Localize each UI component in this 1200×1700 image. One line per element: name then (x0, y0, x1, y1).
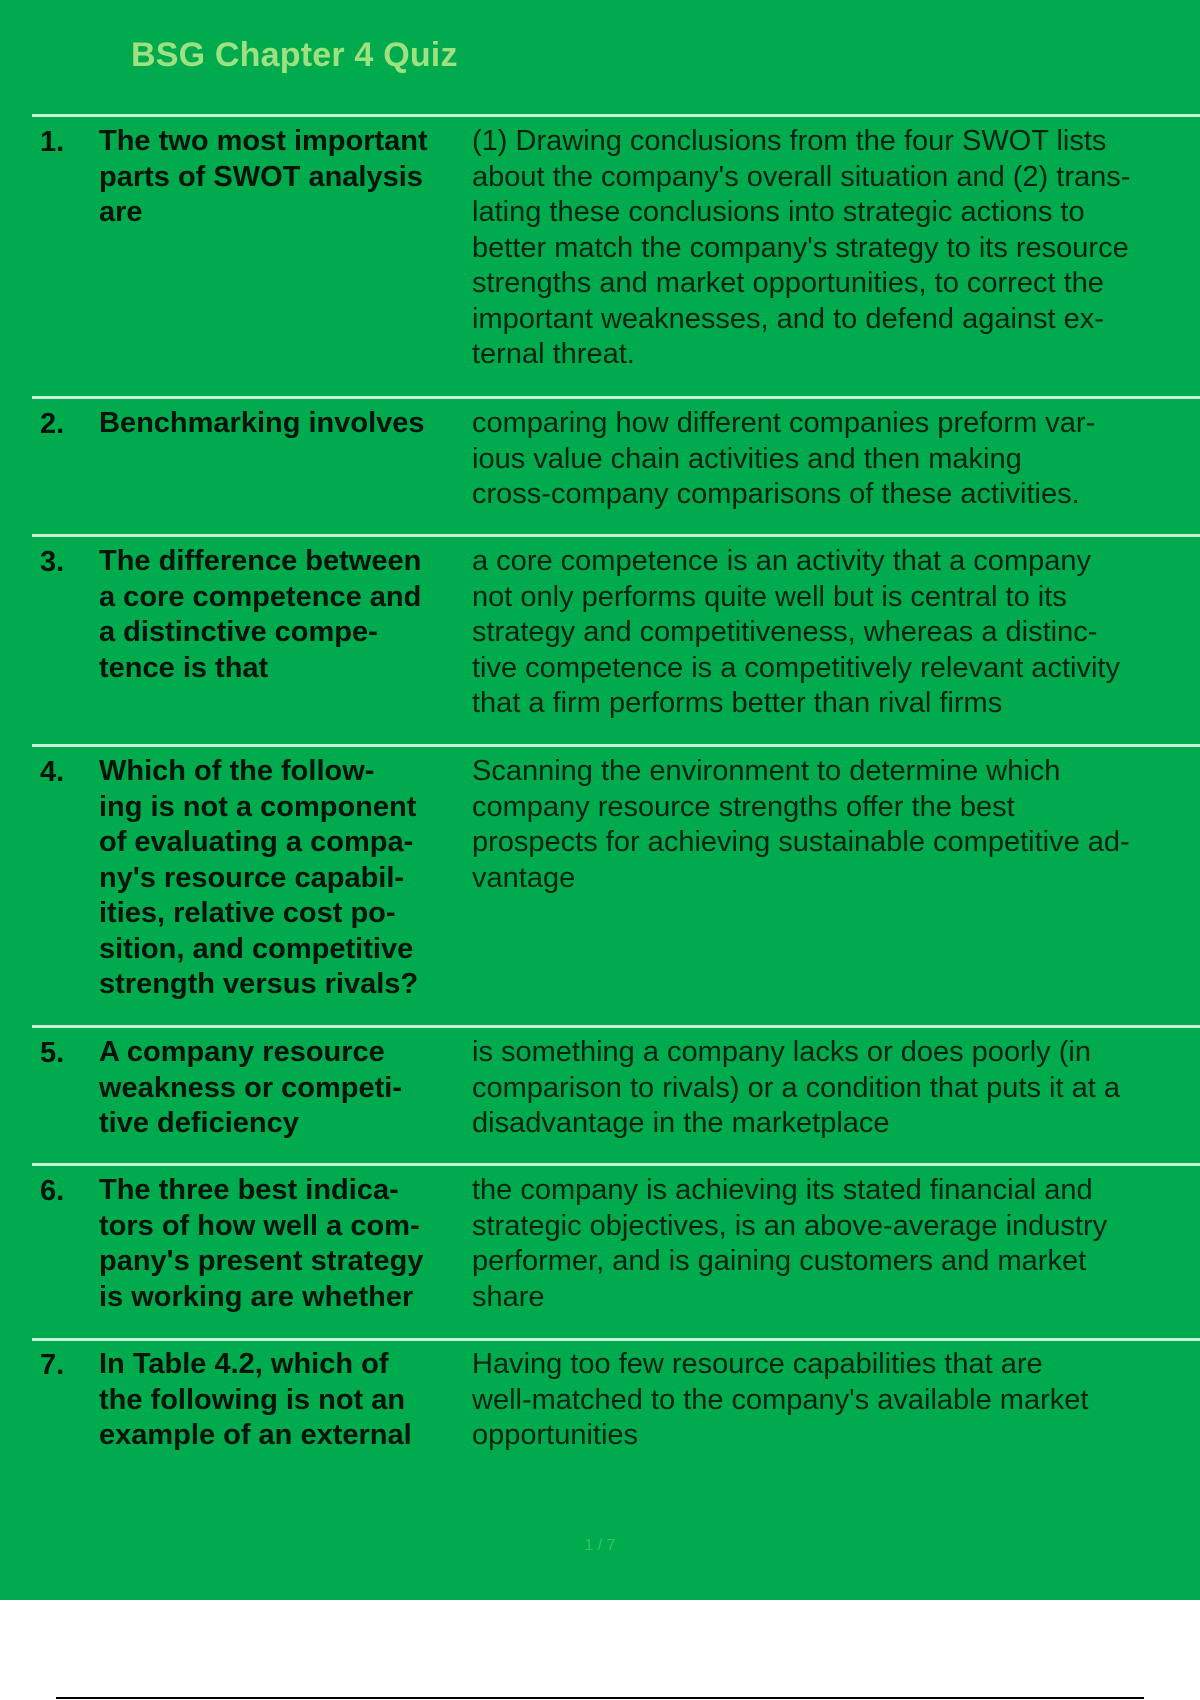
card-term: A company resource weakness or competi- tive deficiency (99, 1036, 402, 1139)
card-term: Which of the follow- ing is not a component of evaluating a compa- ny's resource capabil- ities, relative cost po- sition, and competitive strength versus rivals? (99, 755, 419, 1000)
card-term: In Table 4.2, which of the following is not an example of an external (99, 1348, 412, 1451)
card-number: 4. (40, 756, 65, 788)
document-title: BSG Chapter 4 Quiz (131, 36, 458, 74)
card-number: 7. (40, 1349, 65, 1381)
card-definition: is something a company lacks or does poorly (in comparison to rivals) or a condition that puts it at a disadvantage in the marketplace (472, 1036, 1120, 1139)
card-definition: comparing how different companies preform var- ious value chain activities and then making cross-company comparisons of these activities. (472, 407, 1096, 510)
card-definition: a core competence is an activity that a company not only performs quite well but is central to its strategy and competitiveness, whereas a distinc- tive competence is a competitively relevant activity that a firm performs better than rival firms (472, 545, 1120, 719)
card-number: 2. (40, 408, 65, 440)
divider (32, 396, 1200, 399)
card-number: 3. (40, 546, 65, 578)
divider (32, 1338, 1200, 1341)
card-term: The two most important parts of SWOT analysis are (99, 125, 428, 228)
card-definition: Having too few resource capabilities that are well-matched to the company's available market opportunities (472, 1348, 1089, 1451)
card-number: 5. (40, 1037, 65, 1069)
card-definition: Scanning the environment to determine which company resource strengths offer the best prospects for achieving sustainable competitive ad- vantage (472, 755, 1130, 894)
divider (32, 114, 1200, 117)
card-number: 6. (40, 1175, 65, 1207)
card-definition: the company is achieving its stated financial and strategic objectives, is an above-average industry performer, and is gaining customers and market share (472, 1174, 1108, 1313)
divider (32, 744, 1200, 747)
footer-divider (56, 1697, 1144, 1699)
card-number: 1. (40, 126, 65, 158)
divider (32, 1163, 1200, 1166)
card-term: The difference between a core competence and a distinctive compe- tence is that (99, 545, 422, 684)
card-definition: (1) Drawing conclusions from the four SWOT lists about the company's overall situation and (2) trans- lating these conclusions into strategic actions to better match the company's strategy to its resource strengths and market opportunities, to correct the important weaknesses, and to defend against ex- ternal threat. (472, 125, 1131, 370)
divider (32, 534, 1200, 537)
page-indicator: 1 / 7 (584, 1537, 616, 1554)
card-term: Benchmarking involves (99, 407, 425, 439)
divider (32, 1025, 1200, 1028)
card-term: The three best indica- tors of how well a com- pany's present strategy is working are whether (99, 1174, 424, 1313)
